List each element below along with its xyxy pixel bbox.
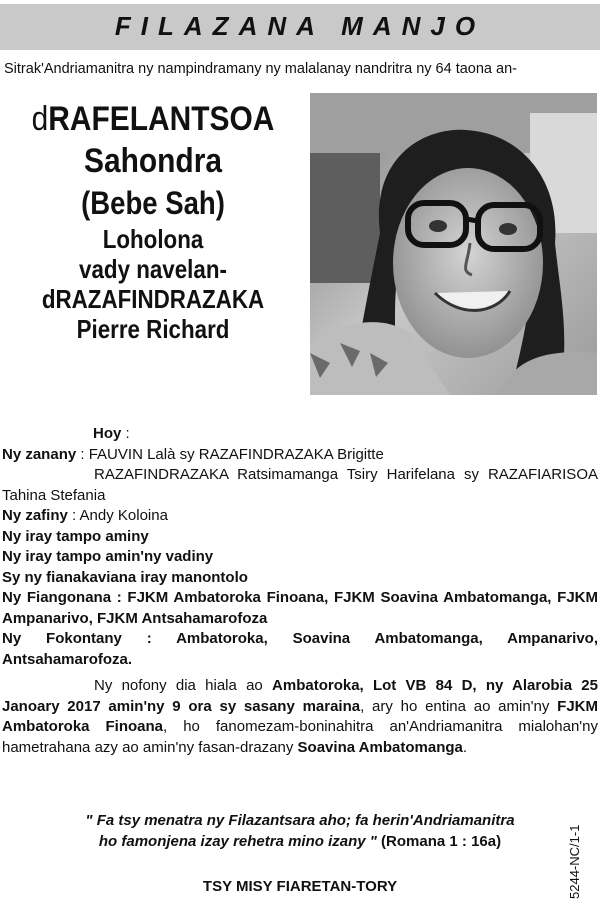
spouse-given-name: Pierre Richard	[76, 314, 230, 344]
relation-line-2: vady navelan-	[79, 254, 227, 284]
portrait-photo	[310, 93, 597, 395]
children-line-2: RAZAFINDRAZAKA Ratsimamanga Tsiry Harifelana sy RAZAFIARISOA	[94, 466, 598, 483]
deceased-surname: dRAFELANTSOA	[31, 100, 275, 138]
verse-reference: (Romana 1 : 16a)	[376, 833, 502, 850]
relation-line-1: Loholona	[102, 224, 204, 254]
relatives-line: Sy ny fianakaviana iray manontolo	[2, 568, 248, 586]
deceased-names-block	[0, 98, 306, 344]
intro-text: Sitrak'Andriamanitra ny nampindramany ny malalanay nandritra ny 64 taona an-	[4, 61, 517, 77]
deceased-given-name: Sahondra	[84, 142, 222, 180]
hoy-label: Hoy	[93, 425, 122, 442]
children-line-1: FAUVIN Lalà sy RAZAFINDRAZAKA Brigitte	[88, 445, 384, 463]
funeral-paragraph: Ny nofony dia hiala ao Ambatoroka, Lot VB 84 D, ny Alarobia 25 Janoary 2017 amin'ny 9 ora sy sasany maraina, ary ho entina ao amin'ny FJKM Ambatoroka Finoana, ho fanomezam-boninahitra an'Andriamanitra mialohan'ny hametrahana azy ao amin'ny fasan-drazany Soavina Ambatomanga.	[2, 677, 598, 756]
grandchildren: Andy Koloina	[79, 507, 168, 524]
deceased-nickname: (Bebe Sah)	[81, 185, 225, 221]
churches-line: Ny Fiangonana : FJKM Ambatoroka Finoana, FJKM Soavina Ambatomanga, FJKM Ampanarivo, FJKM Antsahamarofoza	[2, 589, 598, 627]
fokontany-line: Ny Fokontany : Ambatoroka, Soavina Ambatomanga, Ampanarivo, Antsahamarofoza.	[2, 630, 598, 668]
page-title: FILAZANA MANJO	[114, 11, 486, 41]
footer-note: TSY MISY FIARETAN-TORY	[202, 878, 398, 895]
grandchildren-label: Ny zafiny	[2, 507, 68, 524]
spouse-surname: dRAZAFINDRAZAKA	[41, 284, 265, 314]
family-list: Hoy : Ny zanany : FAUVIN Lalà sy RAZAFINDRAZAKA Brigitte RAZAFINDRAZAKA Ratsimamanga Tsiry Harifelana sy RAZAFIARISOA Tahina Stefania Ny zafiny : Andy Koloina Ny iray tampo aminy Ny iray tampo amin'ny vadiny Sy ny fianakaviana iray manontolo Ny Fiangonana : FJKM Ambatoroka Finoana, FJKM Soavina Ambatomanga, FJKM Ampanarivo, FJKM Antsahamarofoza Ny Fokontany : Ambatoroka, Soavina Ambatomanga, Ampanarivo, Antsahamarofoza. Ny nofony dia hiala ao Ambatoroka, Lot VB 84 D, ny Alarobia 25 Janoary 2017 amin'ny 9 ora sy sasany maraina, ary ho entina ao amin'ny FJKM Ambatoroka Finoana, ho fanomezam-boninahitra an'Andriamanitra mialohan'ny hametrahana azy ao amin'ny fasan-drazany Soavina Ambatomanga.	[2, 424, 598, 758]
spouse-siblings-line: Ny iray tampo amin'ny vadiny	[2, 548, 214, 565]
verse-line-2: ho famonjena izay rehetra mino izany "	[98, 833, 377, 850]
siblings-line: Ny iray tampo aminy	[2, 527, 149, 545]
children-line-3: Tahina Stefania	[2, 486, 106, 504]
children-label: Ny zanany	[2, 445, 77, 463]
bible-verse	[0, 810, 600, 852]
reference-code: 5244-NC/1-1	[567, 824, 582, 899]
verse-line-1: " Fa tsy menatra ny Filazantsara aho; fa herin'Andriamanitra	[85, 812, 515, 829]
